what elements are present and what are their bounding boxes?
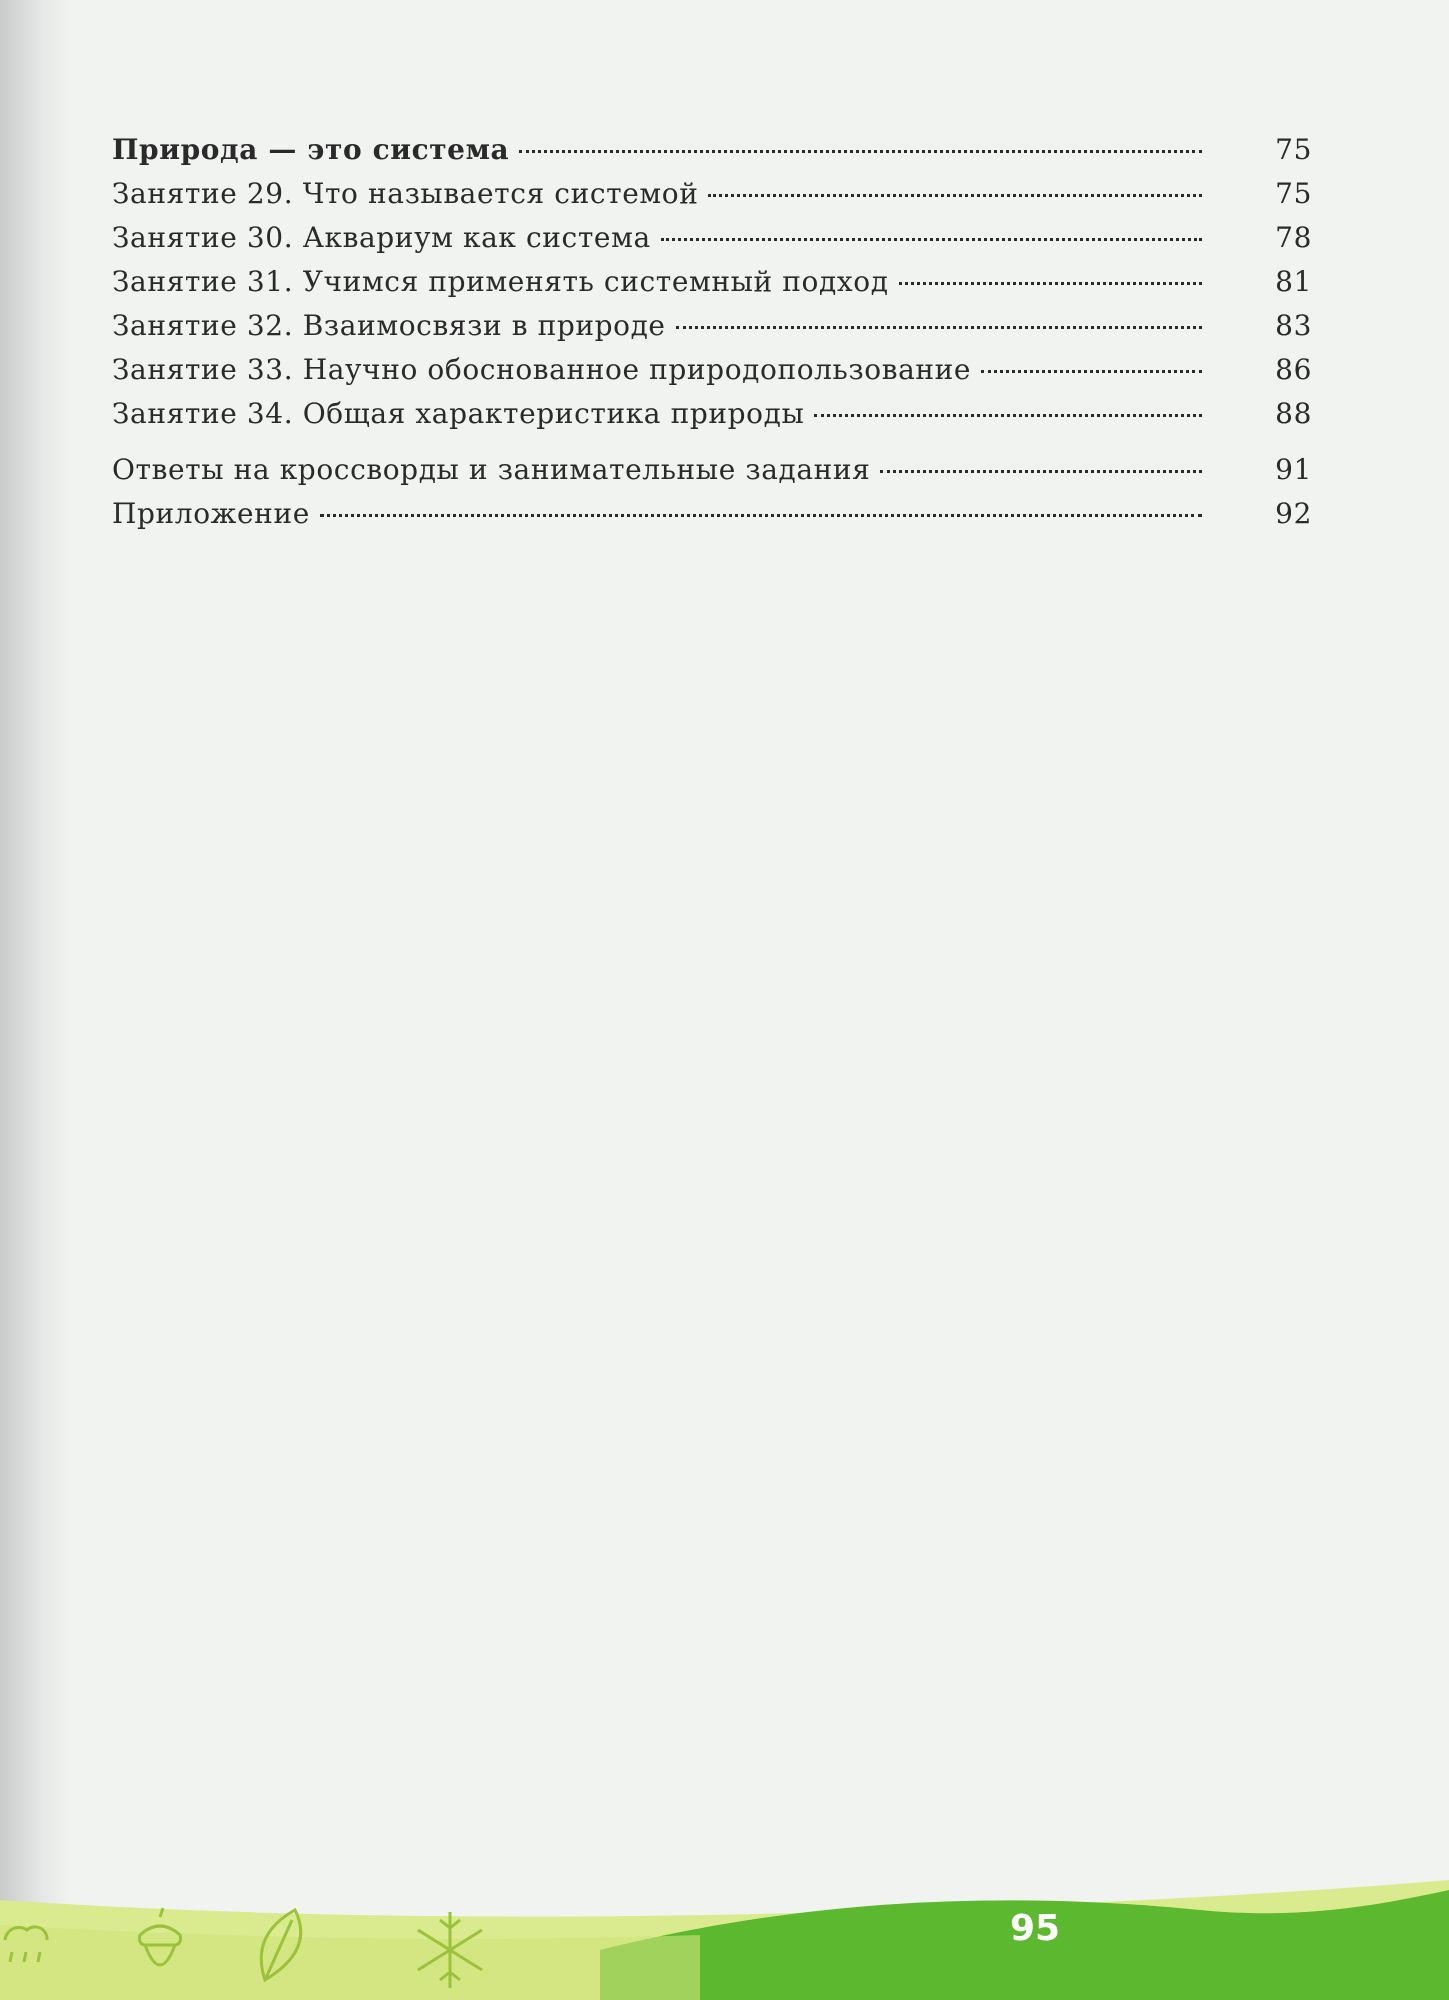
toc-leader-dots [981,370,1202,373]
toc-entry [112,216,1312,260]
toc-entry-answers [112,448,1312,492]
toc-leader-dots [814,414,1202,417]
toc-entry [112,172,1312,216]
toc-leader-dots [661,238,1202,241]
toc-entry-title: Занятие 29. Что называется системой [112,177,699,210]
toc-entry-page: 81 [1275,265,1312,298]
toc-entry-title: Занятие 34. Общая характеристика природы [112,397,805,430]
toc-entry-title: Занятие 31. Учимся применять системный подход [112,265,889,298]
toc-entry-title: Занятие 32. Взаимосвязи в природе [112,309,666,342]
toc-entry-page: 83 [1275,309,1312,342]
table-of-contents [112,128,1312,536]
toc-entry-page: 75 [1275,177,1312,210]
page-footer-band [0,1880,1449,2000]
toc-entry-title: Приложение [112,497,310,530]
toc-leader-dots [320,514,1202,517]
toc-entry-title: Занятие 30. Аквариум как система [112,221,651,254]
toc-entry-page: 88 [1275,397,1312,430]
toc-section-heading [112,128,1312,172]
toc-leader-dots [519,150,1202,153]
toc-entry [112,304,1312,348]
toc-entry [112,392,1312,436]
toc-entry-appendix [112,492,1312,536]
toc-entry-page: 92 [1275,497,1312,530]
toc-leader-dots [676,326,1202,329]
toc-leader-dots [899,282,1202,285]
toc-entry-page: 78 [1275,221,1312,254]
toc-leader-dots [708,194,1202,197]
toc-entry-page: 91 [1275,453,1312,486]
page-number: 95 [1009,1908,1061,1949]
toc-entry-title: Природа — это система [112,133,510,166]
page-binding-shadow [0,0,70,2000]
toc-entry-page: 86 [1275,353,1312,386]
toc-entry [112,260,1312,304]
toc-entry-title: Занятие 33. Научно обоснованное природопользование [112,353,972,386]
toc-entry [112,348,1312,392]
footer-wave-graphic [0,1880,1449,2000]
toc-entry-page: 75 [1275,133,1312,166]
toc-entry-title: Ответы на кроссворды и занимательные задания [112,453,871,486]
toc-leader-dots [880,470,1202,473]
